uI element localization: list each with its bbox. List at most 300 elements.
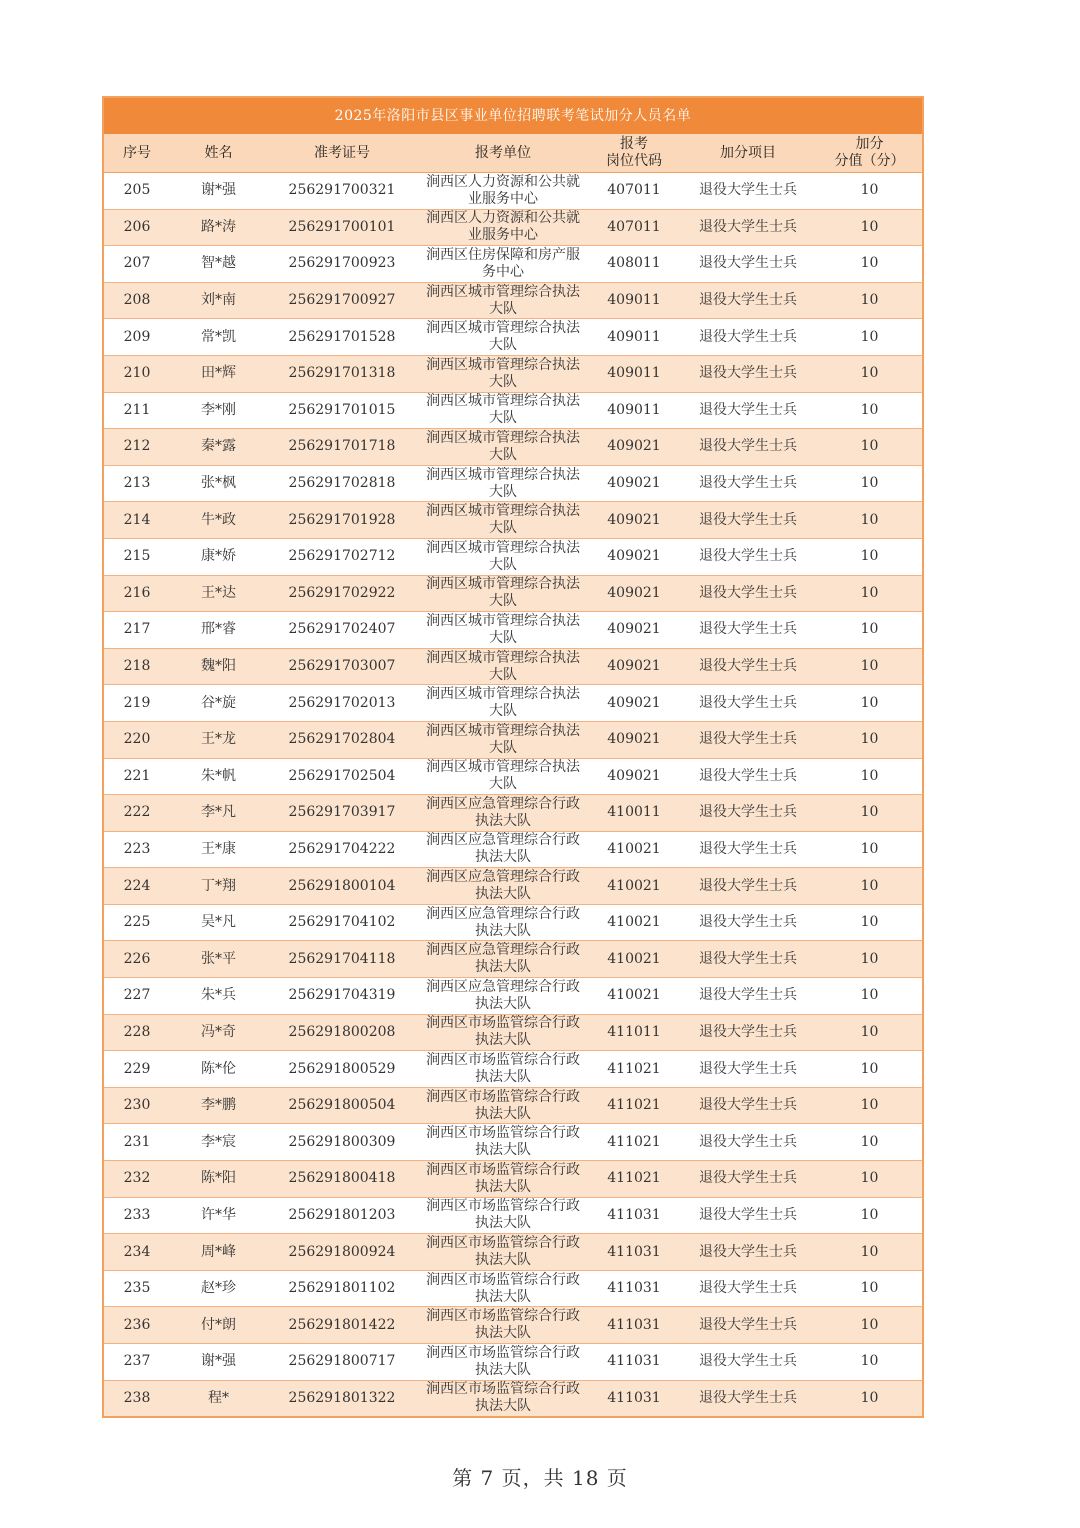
cell-item: 退役大学生士兵 — [679, 575, 817, 612]
cell-unit-line1: 涧西区市场监管综合行政 — [426, 1198, 580, 1215]
cell-unit-line2: 务中心 — [482, 263, 524, 280]
cell-score: 10 — [817, 1197, 923, 1234]
cell-item: 退役大学生士兵 — [679, 758, 817, 795]
cell-score: 10 — [817, 1344, 923, 1381]
cell-item: 退役大学生士兵 — [679, 502, 817, 539]
cell-name: 吴*凡 — [170, 904, 267, 941]
table-row — [103, 392, 923, 429]
cell-score: 10 — [817, 209, 923, 246]
table-row — [103, 246, 923, 283]
cell-score: 10 — [817, 392, 923, 429]
table-row — [103, 538, 923, 575]
cell-unit-line2: 执法大队 — [475, 812, 531, 829]
cell-score: 10 — [817, 282, 923, 319]
table-row — [103, 282, 923, 319]
cell-code: 407011 — [589, 173, 679, 210]
cell-seq: 209 — [103, 319, 170, 356]
cell-unit — [417, 1344, 589, 1381]
cell-name: 李*凡 — [170, 795, 267, 832]
table-row — [103, 1161, 923, 1198]
cell-unit — [417, 1307, 589, 1344]
cell-ticket: 256291800717 — [267, 1344, 417, 1381]
header-code-line2: 岗位代码 — [606, 153, 662, 169]
table-row — [103, 612, 923, 649]
cell-unit-line1: 涧西区城市管理综合执法 — [426, 356, 580, 373]
cell-unit — [417, 355, 589, 392]
cell-unit-line2: 大队 — [489, 300, 517, 317]
cell-unit — [417, 1380, 589, 1417]
page-number: 第 7 页，共 18 页 — [452, 1466, 628, 1490]
cell-name: 周*峰 — [170, 1234, 267, 1271]
cell-score: 10 — [817, 465, 923, 502]
cell-code: 410021 — [589, 978, 679, 1015]
cell-score: 10 — [817, 758, 923, 795]
cell-unit-line1: 涧西区城市管理综合执法 — [426, 393, 580, 410]
cell-code: 411021 — [589, 1051, 679, 1088]
cell-seq: 235 — [103, 1270, 170, 1307]
cell-ticket: 256291800208 — [267, 1014, 417, 1051]
cell-name: 丁*翔 — [170, 868, 267, 905]
header-name: 姓名 — [170, 134, 267, 173]
cell-unit — [417, 1014, 589, 1051]
cell-unit — [417, 721, 589, 758]
cell-name: 李*鹏 — [170, 1087, 267, 1124]
cell-code: 410021 — [589, 868, 679, 905]
cell-seq: 238 — [103, 1380, 170, 1417]
cell-ticket: 256291701015 — [267, 392, 417, 429]
cell-unit-line1: 涧西区城市管理综合执法 — [426, 429, 580, 446]
cell-unit — [417, 282, 589, 319]
cell-unit-line1: 涧西区住房保障和房产服 — [426, 246, 580, 263]
cell-unit — [417, 429, 589, 466]
cell-unit-line2: 执法大队 — [475, 995, 531, 1012]
cell-code: 407011 — [589, 209, 679, 246]
cell-unit — [417, 685, 589, 722]
cell-unit-line2: 大队 — [489, 410, 517, 427]
cell-unit-line2: 大队 — [489, 556, 517, 573]
cell-code: 411031 — [589, 1234, 679, 1271]
cell-item: 退役大学生士兵 — [679, 685, 817, 722]
cell-score: 10 — [817, 941, 923, 978]
cell-code: 409021 — [589, 612, 679, 649]
header-code-line1: 报考 — [620, 136, 648, 152]
cell-unit-line1: 涧西区人力资源和公共就 — [426, 210, 580, 227]
cell-unit — [417, 209, 589, 246]
cell-unit — [417, 1234, 589, 1271]
cell-ticket: 256291700321 — [267, 173, 417, 210]
cell-score: 10 — [817, 173, 923, 210]
cell-unit-line1: 涧西区城市管理综合执法 — [426, 320, 580, 337]
cell-seq: 225 — [103, 904, 170, 941]
cell-seq: 206 — [103, 209, 170, 246]
cell-unit-line2: 执法大队 — [475, 1361, 531, 1378]
cell-ticket: 256291702013 — [267, 685, 417, 722]
cell-seq: 228 — [103, 1014, 170, 1051]
cell-seq: 215 — [103, 538, 170, 575]
table-row — [103, 355, 923, 392]
cell-unit-line1: 涧西区市场监管综合行政 — [426, 1125, 580, 1142]
cell-item: 退役大学生士兵 — [679, 795, 817, 832]
table-row — [103, 1307, 923, 1344]
cell-code: 409021 — [589, 685, 679, 722]
cell-ticket: 256291801422 — [267, 1307, 417, 1344]
cell-item: 退役大学生士兵 — [679, 941, 817, 978]
cell-score: 10 — [817, 1087, 923, 1124]
table-row — [103, 575, 923, 612]
header-code — [589, 134, 679, 173]
header-score-line2: 分值（分） — [834, 153, 905, 169]
cell-unit-line2: 大队 — [489, 593, 517, 610]
table-row — [103, 941, 923, 978]
header-item: 加分项目 — [679, 134, 817, 173]
cell-item: 退役大学生士兵 — [679, 1051, 817, 1088]
cell-code: 411031 — [589, 1380, 679, 1417]
cell-unit-line1: 涧西区市场监管综合行政 — [426, 1381, 580, 1398]
cell-name: 邢*睿 — [170, 612, 267, 649]
cell-seq: 216 — [103, 575, 170, 612]
cell-name: 牛*政 — [170, 502, 267, 539]
table-row — [103, 1234, 923, 1271]
cell-unit-line2: 大队 — [489, 666, 517, 683]
cell-unit-line2: 执法大队 — [475, 1252, 531, 1269]
cell-item: 退役大学生士兵 — [679, 831, 817, 868]
cell-item: 退役大学生士兵 — [679, 721, 817, 758]
cell-name: 张*平 — [170, 941, 267, 978]
table-row — [103, 868, 923, 905]
cell-seq: 211 — [103, 392, 170, 429]
cell-seq: 234 — [103, 1234, 170, 1271]
table-row — [103, 978, 923, 1015]
cell-name: 秦*露 — [170, 429, 267, 466]
cell-score: 10 — [817, 721, 923, 758]
cell-name: 路*涛 — [170, 209, 267, 246]
cell-unit-line1: 涧西区市场监管综合行政 — [426, 1308, 580, 1325]
cell-unit-line1: 涧西区市场监管综合行政 — [426, 1271, 580, 1288]
cell-unit-line2: 执法大队 — [475, 1069, 531, 1086]
cell-unit-line1: 涧西区市场监管综合行政 — [426, 1015, 580, 1032]
table-row — [103, 648, 923, 685]
cell-item: 退役大学生士兵 — [679, 904, 817, 941]
cell-unit-line1: 涧西区市场监管综合行政 — [426, 1052, 580, 1069]
cell-seq: 205 — [103, 173, 170, 210]
cell-seq: 214 — [103, 502, 170, 539]
cell-name: 王*康 — [170, 831, 267, 868]
cell-seq: 236 — [103, 1307, 170, 1344]
cell-item: 退役大学生士兵 — [679, 392, 817, 429]
cell-name: 陈*阳 — [170, 1161, 267, 1198]
cell-item: 退役大学生士兵 — [679, 246, 817, 283]
cell-score: 10 — [817, 355, 923, 392]
cell-ticket: 256291800104 — [267, 868, 417, 905]
cell-unit-line2: 执法大队 — [475, 1142, 531, 1159]
cell-unit-line2: 大队 — [489, 446, 517, 463]
cell-item: 退役大学生士兵 — [679, 1234, 817, 1271]
cell-unit — [417, 978, 589, 1015]
cell-score: 10 — [817, 1380, 923, 1417]
cell-ticket: 256291700101 — [267, 209, 417, 246]
cell-ticket: 256291701318 — [267, 355, 417, 392]
cell-unit-line2: 执法大队 — [475, 849, 531, 866]
cell-score: 10 — [817, 685, 923, 722]
cell-ticket: 256291700923 — [267, 246, 417, 283]
cell-code: 411011 — [589, 1014, 679, 1051]
cell-item: 退役大学生士兵 — [679, 538, 817, 575]
cell-unit — [417, 538, 589, 575]
cell-unit-line1: 涧西区市场监管综合行政 — [426, 1161, 580, 1178]
cell-seq: 231 — [103, 1124, 170, 1161]
cell-ticket: 256291800418 — [267, 1161, 417, 1198]
cell-item: 退役大学生士兵 — [679, 1087, 817, 1124]
cell-name: 魏*阳 — [170, 648, 267, 685]
cell-code: 409011 — [589, 319, 679, 356]
cell-item: 退役大学生士兵 — [679, 868, 817, 905]
cell-item: 退役大学生士兵 — [679, 1344, 817, 1381]
cell-code: 409021 — [589, 538, 679, 575]
cell-name: 张*枫 — [170, 465, 267, 502]
cell-item: 退役大学生士兵 — [679, 209, 817, 246]
cell-unit-line1: 涧西区应急管理综合行政 — [426, 795, 580, 812]
cell-unit-line1: 涧西区城市管理综合执法 — [426, 759, 580, 776]
cell-code: 410021 — [589, 941, 679, 978]
cell-unit-line1: 涧西区城市管理综合执法 — [426, 649, 580, 666]
table-row — [103, 502, 923, 539]
cell-score: 10 — [817, 648, 923, 685]
cell-name: 谷*旋 — [170, 685, 267, 722]
table-row — [103, 831, 923, 868]
cell-unit — [417, 246, 589, 283]
cell-seq: 222 — [103, 795, 170, 832]
cell-name: 王*达 — [170, 575, 267, 612]
cell-unit-line2: 执法大队 — [475, 1105, 531, 1122]
table-row — [103, 1270, 923, 1307]
cell-unit-line2: 执法大队 — [475, 959, 531, 976]
table-row — [103, 721, 923, 758]
table-row — [103, 1087, 923, 1124]
table-row — [103, 1014, 923, 1051]
cell-name: 刘*南 — [170, 282, 267, 319]
cell-unit-line2: 大队 — [489, 373, 517, 390]
cell-ticket: 256291702504 — [267, 758, 417, 795]
cell-score: 10 — [817, 868, 923, 905]
cell-unit-line1: 涧西区应急管理综合行政 — [426, 978, 580, 995]
cell-unit-line1: 涧西区城市管理综合执法 — [426, 466, 580, 483]
cell-ticket: 256291702804 — [267, 721, 417, 758]
cell-ticket: 256291801203 — [267, 1197, 417, 1234]
cell-unit-line2: 执法大队 — [475, 1288, 531, 1305]
cell-unit — [417, 1087, 589, 1124]
cell-name: 王*龙 — [170, 721, 267, 758]
cell-score: 10 — [817, 1234, 923, 1271]
cell-seq: 221 — [103, 758, 170, 795]
cell-unit — [417, 1124, 589, 1161]
cell-seq: 218 — [103, 648, 170, 685]
cell-name: 李*宸 — [170, 1124, 267, 1161]
cell-item: 退役大学生士兵 — [679, 612, 817, 649]
cell-name: 朱*帆 — [170, 758, 267, 795]
cell-score: 10 — [817, 1014, 923, 1051]
cell-ticket: 256291800924 — [267, 1234, 417, 1271]
cell-code: 411021 — [589, 1087, 679, 1124]
cell-unit — [417, 868, 589, 905]
cell-item: 退役大学生士兵 — [679, 355, 817, 392]
cell-code: 408011 — [589, 246, 679, 283]
table-row — [103, 173, 923, 210]
cell-score: 10 — [817, 575, 923, 612]
header-score-line1: 加分 — [855, 136, 884, 152]
cell-ticket: 256291704222 — [267, 831, 417, 868]
cell-unit — [417, 575, 589, 612]
cell-ticket: 256291800504 — [267, 1087, 417, 1124]
cell-unit-line1: 涧西区人力资源和公共就 — [426, 173, 580, 190]
header-seq: 序号 — [103, 134, 170, 173]
cell-item: 退役大学生士兵 — [679, 1270, 817, 1307]
cell-unit — [417, 319, 589, 356]
cell-code: 411031 — [589, 1344, 679, 1381]
cell-seq: 219 — [103, 685, 170, 722]
cell-code: 411031 — [589, 1307, 679, 1344]
cell-unit-line1: 涧西区应急管理综合行政 — [426, 869, 580, 886]
cell-item: 退役大学生士兵 — [679, 978, 817, 1015]
cell-name: 赵*珍 — [170, 1270, 267, 1307]
cell-ticket: 256291703007 — [267, 648, 417, 685]
cell-seq: 213 — [103, 465, 170, 502]
cell-seq: 227 — [103, 978, 170, 1015]
cell-unit — [417, 904, 589, 941]
cell-score: 10 — [817, 904, 923, 941]
cell-unit-line2: 执法大队 — [475, 1398, 531, 1415]
cell-item: 退役大学生士兵 — [679, 319, 817, 356]
cell-name: 许*华 — [170, 1197, 267, 1234]
cell-unit-line2: 大队 — [489, 337, 517, 354]
cell-ticket: 256291800529 — [267, 1051, 417, 1088]
cell-unit-line1: 涧西区城市管理综合执法 — [426, 576, 580, 593]
table-row — [103, 904, 923, 941]
cell-name: 康*娇 — [170, 538, 267, 575]
cell-unit-line2: 执法大队 — [475, 1032, 531, 1049]
cell-score: 10 — [817, 538, 923, 575]
table-row — [103, 429, 923, 466]
cell-ticket: 256291801322 — [267, 1380, 417, 1417]
cell-ticket: 256291701528 — [267, 319, 417, 356]
cell-unit-line1: 涧西区应急管理综合行政 — [426, 905, 580, 922]
cell-seq: 224 — [103, 868, 170, 905]
cell-code: 409021 — [589, 465, 679, 502]
cell-seq: 210 — [103, 355, 170, 392]
cell-code: 409021 — [589, 502, 679, 539]
table-row — [103, 795, 923, 832]
cell-unit-line1: 涧西区城市管理综合执法 — [426, 539, 580, 556]
cell-ticket: 256291702407 — [267, 612, 417, 649]
cell-seq: 232 — [103, 1161, 170, 1198]
cell-code: 409011 — [589, 282, 679, 319]
cell-unit-line2: 大队 — [489, 739, 517, 756]
cell-unit-line2: 执法大队 — [475, 922, 531, 939]
cell-name: 付*朗 — [170, 1307, 267, 1344]
cell-score: 10 — [817, 246, 923, 283]
cell-ticket: 256291800309 — [267, 1124, 417, 1161]
cell-unit-line2: 大队 — [489, 703, 517, 720]
cell-seq: 230 — [103, 1087, 170, 1124]
cell-score: 10 — [817, 795, 923, 832]
header-ticket: 准考证号 — [267, 134, 417, 173]
cell-ticket: 256291704102 — [267, 904, 417, 941]
cell-unit-line1: 涧西区市场监管综合行政 — [426, 1088, 580, 1105]
cell-name: 李*刚 — [170, 392, 267, 429]
cell-ticket: 256291701718 — [267, 429, 417, 466]
cell-code: 411031 — [589, 1197, 679, 1234]
cell-seq: 237 — [103, 1344, 170, 1381]
cell-unit-line1: 涧西区城市管理综合执法 — [426, 722, 580, 739]
cell-code: 409021 — [589, 758, 679, 795]
cell-ticket: 256291700927 — [267, 282, 417, 319]
cell-seq: 233 — [103, 1197, 170, 1234]
cell-code: 409011 — [589, 355, 679, 392]
cell-seq: 223 — [103, 831, 170, 868]
cell-name: 冯*奇 — [170, 1014, 267, 1051]
cell-ticket: 256291702712 — [267, 538, 417, 575]
cell-item: 退役大学生士兵 — [679, 648, 817, 685]
header-unit: 报考单位 — [417, 134, 589, 173]
table-row — [103, 1124, 923, 1161]
cell-unit-line2: 执法大队 — [475, 886, 531, 903]
cell-item: 退役大学生士兵 — [679, 1197, 817, 1234]
cell-ticket: 256291704319 — [267, 978, 417, 1015]
cell-unit-line2: 执法大队 — [475, 1215, 531, 1232]
cell-seq: 208 — [103, 282, 170, 319]
cell-unit — [417, 1197, 589, 1234]
cell-item: 退役大学生士兵 — [679, 1307, 817, 1344]
header-score — [817, 134, 923, 173]
cell-name: 谢*强 — [170, 1344, 267, 1381]
cell-unit — [417, 1161, 589, 1198]
cell-score: 10 — [817, 978, 923, 1015]
cell-unit — [417, 173, 589, 210]
cell-unit-line1: 涧西区城市管理综合执法 — [426, 686, 580, 703]
cell-item: 退役大学生士兵 — [679, 465, 817, 502]
cell-unit — [417, 795, 589, 832]
cell-score: 10 — [817, 831, 923, 868]
cell-unit-line2: 大队 — [489, 483, 517, 500]
cell-name: 朱*兵 — [170, 978, 267, 1015]
cell-unit-line1: 涧西区城市管理综合执法 — [426, 283, 580, 300]
cell-unit-line1: 涧西区应急管理综合行政 — [426, 942, 580, 959]
table-row — [103, 1197, 923, 1234]
cell-unit — [417, 612, 589, 649]
table-row — [103, 1380, 923, 1417]
cell-unit — [417, 831, 589, 868]
cell-ticket: 256291703917 — [267, 795, 417, 832]
cell-score: 10 — [817, 1124, 923, 1161]
cell-unit-line2: 业服务中心 — [468, 227, 538, 244]
cell-score: 10 — [817, 1270, 923, 1307]
cell-unit-line1: 涧西区市场监管综合行政 — [426, 1344, 580, 1361]
cell-code: 409021 — [589, 648, 679, 685]
cell-code: 409021 — [589, 721, 679, 758]
cell-seq: 217 — [103, 612, 170, 649]
table-row — [103, 1344, 923, 1381]
cell-item: 退役大学生士兵 — [679, 1161, 817, 1198]
table-row — [103, 465, 923, 502]
cell-item: 退役大学生士兵 — [679, 1014, 817, 1051]
cell-code: 409021 — [589, 575, 679, 612]
table-row — [103, 319, 923, 356]
cell-unit — [417, 1270, 589, 1307]
cell-score: 10 — [817, 612, 923, 649]
cell-code: 411021 — [589, 1124, 679, 1161]
cell-ticket: 256291702818 — [267, 465, 417, 502]
cell-item: 退役大学生士兵 — [679, 1380, 817, 1417]
cell-unit-line2: 执法大队 — [475, 1178, 531, 1195]
